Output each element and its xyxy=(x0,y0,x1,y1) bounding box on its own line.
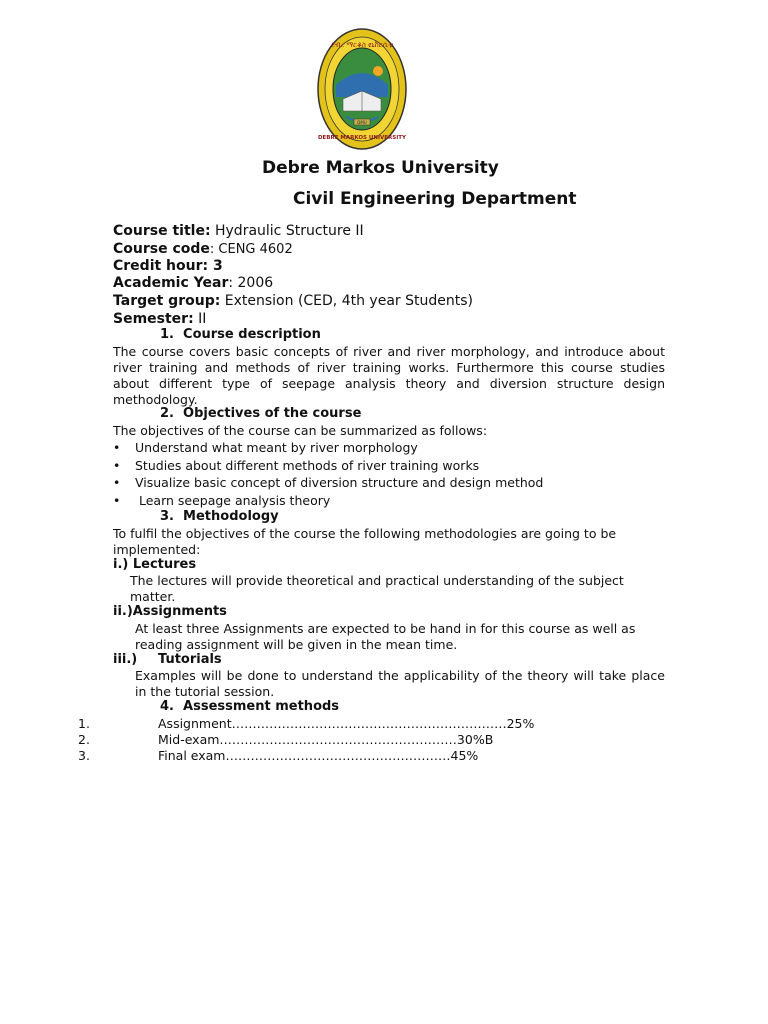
bullet-icon: • xyxy=(113,493,121,508)
section-2-heading xyxy=(160,406,361,421)
course-code-label: Course code xyxy=(113,241,210,257)
assessment-item: Final exam………………………………………………45% xyxy=(158,748,479,763)
course-title-value: Hydraulic Structure II xyxy=(210,223,364,239)
course-title-label: Course title: xyxy=(113,223,211,239)
list-item xyxy=(113,458,479,473)
method-1-title: Lectures xyxy=(132,557,197,572)
semester-label: Semester: xyxy=(113,311,194,327)
section-3-heading xyxy=(160,509,279,524)
target-group-value: Extension (CED, 4th year Students) xyxy=(220,293,473,309)
bullet-icon: • xyxy=(113,440,121,455)
university-logo xyxy=(316,27,408,151)
section-4-title: Assessment methods xyxy=(183,699,340,714)
method-3-heading xyxy=(113,652,222,667)
section-2-number: 2. xyxy=(160,406,174,421)
course-title-line xyxy=(113,222,364,240)
method-1-heading xyxy=(113,557,196,572)
method-3-number: iii.) xyxy=(113,652,138,667)
target-group-label: Target group: xyxy=(113,293,221,309)
objectives-intro: The objectives of the course can be summarized as follows: xyxy=(113,423,488,438)
method-2-number: ii.) xyxy=(113,604,133,619)
objective-text: Learn seepage analysis theory xyxy=(135,493,331,508)
section-1-number: 1. xyxy=(160,327,174,342)
course-description-text: The course covers basic concepts of river and river morphology, and introduce about river training and methods of river training works. Furthermore this course studies about different type of seepage analysis theory and diversion structure design methodology. xyxy=(113,344,665,407)
section-3-number: 3. xyxy=(160,509,174,524)
academic-year-label: Academic Year xyxy=(113,275,229,291)
assessment-item: Assignment…………………………………………………………25% xyxy=(158,716,535,731)
list-item xyxy=(113,493,330,508)
objective-text: Understand what meant by river morphology xyxy=(135,440,418,455)
assessment-number: 2. xyxy=(78,732,90,747)
assessment-number: 3. xyxy=(78,748,90,763)
logo-top-text: ደብረ ማርቆስ ዩኒቨርሲቲ xyxy=(330,41,394,49)
semester-line xyxy=(113,310,206,328)
methodology-intro: To fulfil the objectives of the course the following methodologies are going to be implemented: xyxy=(113,526,617,557)
section-2-title: Objectives of the course xyxy=(183,406,362,421)
bullet-icon: • xyxy=(113,475,121,490)
target-group-line xyxy=(113,292,473,310)
method-1-text-content: The lectures will provide theoretical and practical understanding of the subject matter. xyxy=(130,573,624,604)
course-code-value: : CENG 4602 xyxy=(209,242,293,257)
list-item xyxy=(113,440,418,455)
semester-value: II xyxy=(193,311,207,327)
method-3-title: Tutorials xyxy=(158,652,222,667)
credit-hour-label: Credit hour: 3 xyxy=(113,258,223,274)
method-2-text: At least three Assignments are expected to be hand in for this course as well as reading assignment will be given in the mean time. xyxy=(135,621,636,652)
method-2-title: Assignments xyxy=(132,604,227,619)
credit-hour-line xyxy=(113,257,223,275)
section-1-heading xyxy=(160,327,321,342)
university-seal-icon xyxy=(316,27,408,151)
assessment-item: Mid-exam…………………………………………………30%B xyxy=(158,732,494,747)
department-name: Civil Engineering Department xyxy=(293,189,577,209)
method-1-text xyxy=(130,573,660,605)
method-2-heading xyxy=(113,604,227,619)
section-3-title: Methodology xyxy=(183,509,279,524)
logo-abbr: DMU xyxy=(357,120,367,125)
section-1-title: Course description xyxy=(183,327,321,342)
university-name: Debre Markos University xyxy=(262,158,499,178)
method-3-text: Examples will be done to understand the applicability of the theory will take place in the tutorial session. xyxy=(135,668,665,699)
list-item xyxy=(113,475,543,490)
objective-text: Studies about different methods of river training works xyxy=(135,458,480,473)
bullet-icon: • xyxy=(113,458,121,473)
objective-text: Visualize basic concept of diversion structure and design method xyxy=(135,475,544,490)
section-4-number: 4. xyxy=(160,699,174,714)
assessment-number: 1. xyxy=(78,716,90,731)
method-1-number: i.) xyxy=(113,557,129,572)
logo-bottom-text: DEBRE MARKOS UNIVERSITY xyxy=(317,135,407,141)
section-4-heading xyxy=(160,699,339,714)
academic-year-value: : 2006 xyxy=(228,275,274,291)
academic-year-line xyxy=(113,274,273,292)
